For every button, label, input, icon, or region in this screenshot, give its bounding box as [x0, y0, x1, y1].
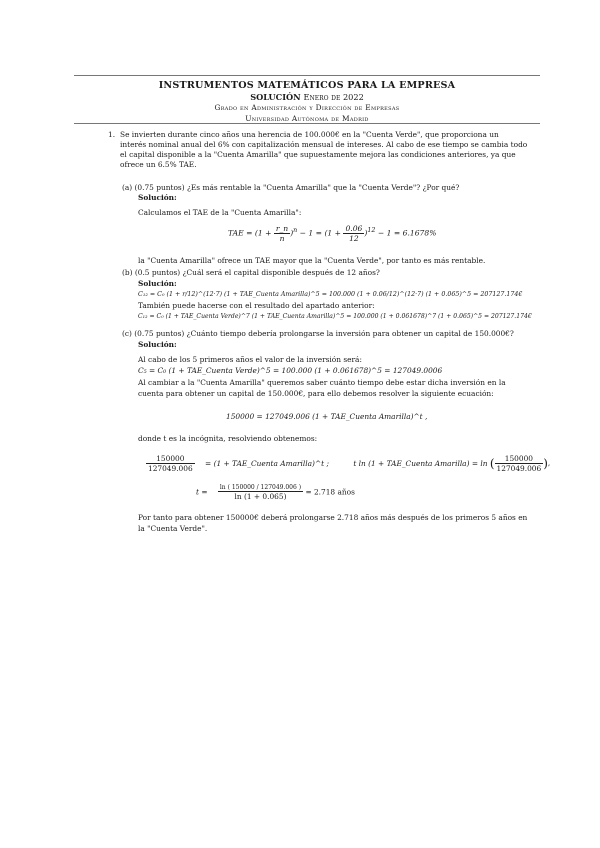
sol-eq-1: = (1 + TAE_Cuenta Amarilla)^t ;: [205, 458, 329, 468]
part-c-c5-equation: C₅ = C₀ (1 + TAE_Cuenta Verde)^5 = 100.000 (1 + 0.061678)^5 = 127049.0006: [138, 366, 443, 375]
tae-frac-2-den: 12: [349, 234, 359, 243]
part-a-label: (a): [122, 183, 133, 192]
part-c-solution-row-2: [196, 484, 355, 501]
tae-exp-2: 12: [367, 226, 376, 234]
part-c-line-3: cuenta para obtener un capital de 150.000€, para ello debemos resolver la siguiente ecuación:: [138, 389, 494, 398]
sol-paren-den: 127049.006: [496, 464, 542, 473]
problem-number: 1.: [108, 130, 116, 139]
t-frac-den: ln (1 + 0.065): [234, 492, 287, 501]
part-a-solution-label: Solución:: [138, 193, 177, 202]
tae-frac-2-num: 0.06: [345, 224, 363, 233]
part-c-main-equation: 150000 = 127049.006 (1 + TAE_Cuenta Amarilla)^t ,: [226, 412, 428, 421]
sol-paren-frac: [495, 454, 544, 473]
part-c-line-1: Al cabo de los 5 primeros años el valor de la inversión será:: [138, 355, 362, 364]
problem-statement-line-4: ofrece un 6.5% TAE.: [120, 160, 197, 169]
part-a-points: (0.75 puntos): [134, 183, 185, 192]
tae-equation: TAE = (1 + $\frac{r\_n}{n}$ )$^n$ − 1 = (1 + $\frac{0.06}{12}$ )$^{12}$ − 1 = 6.1678%: [228, 224, 437, 243]
t-result: = 2.718 años: [305, 487, 355, 497]
part-b-equation-1: C₁₂ = C₀ (1 + r/12)^(12·7) (1 + TAE_Cuenta Amarilla)^5 = 100.000 (1 + 0.06/12)^(12·7) (1 + 0.065)^5 = 207127.174€: [138, 291, 523, 298]
sol-frac-num: 150000: [146, 454, 195, 464]
top-rule: [74, 75, 540, 76]
document-title: INSTRUMENTOS MATEMÁTICOS PARA LA EMPRESA: [158, 80, 456, 91]
part-c-final-line-1: Por tanto para obtener 150000€ deberá prolongarse 2.718 años más después de los primeros 5 años en: [138, 513, 528, 522]
degree-name: Grado en Administración y Dirección de Empresas: [214, 103, 400, 112]
solution-heading: [74, 92, 540, 102]
problem-statement-line-3: el capital disponible a la "Cuenta Amarilla" que supuestamente mejora las condiciones anteriores, ya que: [120, 150, 516, 159]
part-c-question: [122, 329, 514, 338]
university-name: Universidad Autónoma de Madrid: [245, 114, 369, 123]
tae-eq-result: − 1 = 6.1678%: [377, 228, 437, 238]
part-b-points: (0.5 puntos): [134, 268, 181, 277]
bottom-rule: [74, 123, 540, 124]
part-b-text: ¿Cuál será el capital disponible después de 12 años?: [182, 268, 380, 277]
problem-statement-line-1: Se invierten durante cinco años una herencia de 100.000€ en la "Cuenta Verde", que proporciona un: [120, 130, 499, 139]
part-b-also: También puede hacerse con el resultado del apartado anterior:: [138, 301, 375, 310]
exam-date: Enero de 2022: [303, 92, 364, 102]
t-lhs: t =: [196, 487, 208, 497]
part-b-label: (b): [122, 268, 133, 277]
part-a-conclusion: la "Cuenta Amarilla" ofrece un TAE mayor que la "Cuenta Verde", por tanto es más rentable.: [138, 256, 486, 265]
part-c-where: donde t es la incógnita, resolviendo obtenemos:: [138, 434, 318, 443]
t-frac-num: ln ( 150000 / 127049.006 ): [219, 484, 302, 491]
part-b-equation-2: C₁₂ = C₀ (1 + TAE_Cuenta Verde)^7 (1 + TAE_Cuenta Amarilla)^5 = 100.000 (1 + 0.061678)^7 (1 + 0.065)^5 = 207127.174€: [138, 313, 532, 320]
tae-frac-1: [274, 224, 290, 243]
part-c-text: ¿Cuánto tiempo debería prolongarse la inversión para obtener un capital de 150.000€?: [186, 329, 514, 338]
tae-frac-1-den: n: [279, 234, 285, 243]
sol-frac: [146, 454, 195, 473]
part-c-solution-label: Solución:: [138, 340, 177, 349]
part-c-line-2: Al cambiar a la "Cuenta Amarilla" queremos saber cuánto tiempo debe estar dicha inversión en la: [138, 378, 506, 387]
tae-frac-2: [343, 224, 364, 243]
part-b-question: [122, 268, 380, 277]
part-b-solution-label: Solución:: [138, 279, 177, 288]
tae-exp-1: n: [293, 226, 298, 234]
sol-paren-num: 150000: [495, 454, 544, 464]
part-c-points: (0.75 puntos): [134, 329, 185, 338]
part-c-label: (c): [122, 329, 132, 338]
sol-eq-2: t ln (1 + TAE_Cuenta Amarilla) = ln: [353, 458, 488, 468]
part-a-intro: Calculamos el TAE de la "Cuenta Amarilla":: [138, 208, 302, 217]
part-a-text: ¿Es más rentable la "Cuenta Amarilla" que la "Cuenta Verde"? ¿Por qué?: [186, 183, 460, 192]
sol-frac-den: 127049.006: [148, 464, 193, 473]
part-a-question: [122, 183, 459, 192]
t-frac: [218, 484, 303, 501]
problem-statement-line-2: interés nominal anual del 6% con capitalización mensual de intereses. Al cabo de ese tiempo se cambia todo: [120, 140, 528, 149]
solution-label: SOLUCIÓN: [250, 92, 301, 102]
part-c-solution-row-1: $\frac{150000}{127049.006}$ = (1 + TAE_Cuenta Amarilla)^t ; t ln (1 + TAE_Cuenta Amarilla) = ln ( $\frac{150000}{127049.006}$ ),: [148, 454, 551, 473]
tae-eq-lhs: TAE = (1 +: [228, 228, 274, 238]
part-c-final-line-2: la "Cuenta Verde".: [138, 524, 208, 533]
tae-frac-1-num: r_n: [275, 224, 289, 233]
tae-eq-mid: − 1 = (1 +: [299, 228, 344, 238]
